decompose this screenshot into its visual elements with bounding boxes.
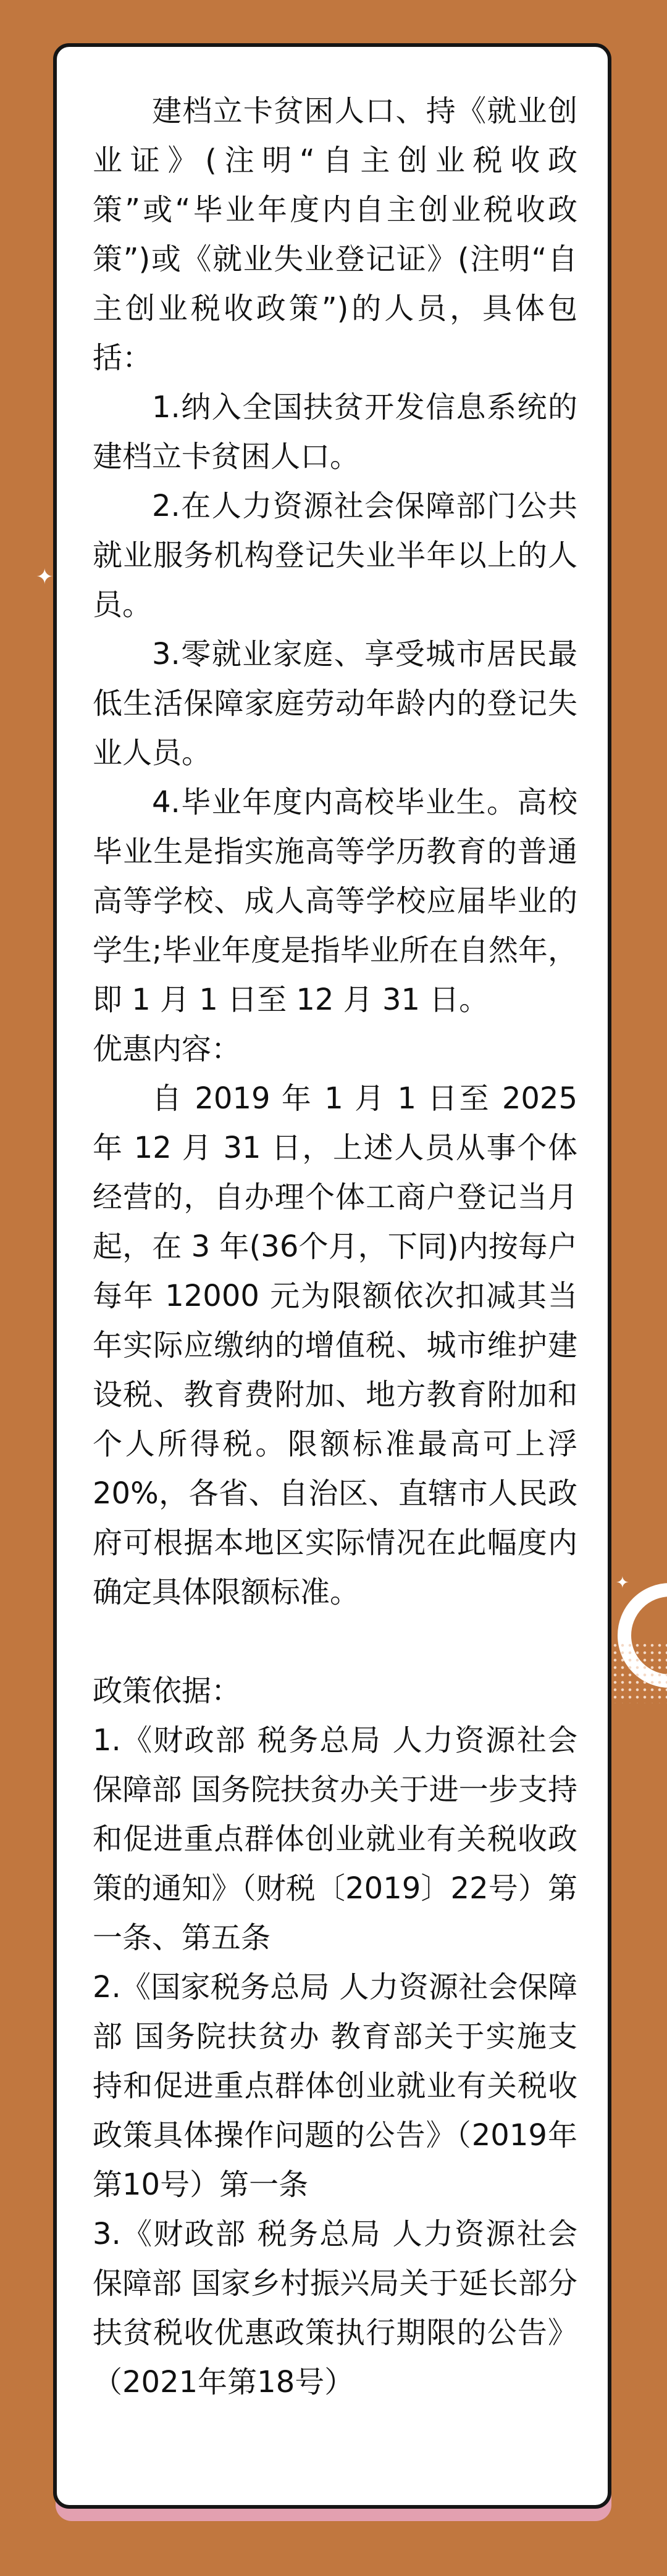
eligibility-item-1: 1.纳入全国扶贫开发信息系统的建档立卡贫困人口。 xyxy=(93,390,577,474)
policy-basis-heading: 政策依据： xyxy=(93,1674,241,1708)
eligibility-item-4: 4.毕业年度内高校毕业生。高校毕业生是指实施高等学历教育的普通高等学校、成人高等学校应届毕业的学生;毕业年度是指毕业所在自然年，即 1 月 1 日至 12 月 31 日。 xyxy=(93,785,577,1017)
sparkle-icon: ✦ xyxy=(616,1574,629,1592)
sparkle-icon: ✦ xyxy=(36,565,54,589)
section-gap xyxy=(93,1617,577,1666)
dot-pattern-decoration xyxy=(611,1642,667,1703)
policy-basis-item-3: 3.《财政部 税务总局 人力资源社会保障部 国家乡村振兴局关于延长部分扶贫税收优惠政策执行期限的公告》（2021年第18号） xyxy=(93,2217,577,2399)
policy-basis-item-2: 2.《国家税务总局 人力资源社会保障部 国务院扶贫办 教育部关于实施支持和促进重点群体创业就业有关税收政策具体操作问题的公告》（2019年第10号）第一条 xyxy=(93,1970,577,2202)
policy-basis-item-1: 1.《财政部 税务总局 人力资源社会保障部 国务院扶贫办关于进一步支持和促进重点群体创业就业有关税收政策的通知》（财税〔2019〕22号）第一条、第五条 xyxy=(93,1723,577,1955)
card-body xyxy=(93,86,577,2407)
benefit-heading: 优惠内容： xyxy=(93,1032,241,1066)
content-card xyxy=(53,43,611,2509)
benefit-body: 自 2019 年 1 月 1 日至 2025 年 12 月 31 日，上述人员从事个体经营的，自办理个体工商户登记当月起，在 3 年(36个月，下同)内按每户每年 12000 元为限额依次扣减其当年实际应缴纳的增值税、城市维护建设税、教育费附加、地方教育附加和个人所得税。限额标准最高可上浮 20%，各省、自治区、直辖市人民政府可根据本地区实际情况在此幅度内确定具体限额标准。 xyxy=(93,1081,577,1610)
eligibility-item-3: 3.零就业家庭、享受城市居民最低生活保障家庭劳动年龄内的登记失业人员。 xyxy=(93,637,577,770)
eligibility-item-2: 2.在人力资源社会保障部门公共就业服务机构登记失业半年以上的人员。 xyxy=(93,489,577,622)
eligibility-intro: 建档立卡贫困人口、持《就业创业证》(注明“自主创业税收政策”或“毕业年度内自主创业税收政策”)或《就业失业登记证》(注明“自主创业税收政策”)的人员，具体包括： xyxy=(93,94,577,375)
